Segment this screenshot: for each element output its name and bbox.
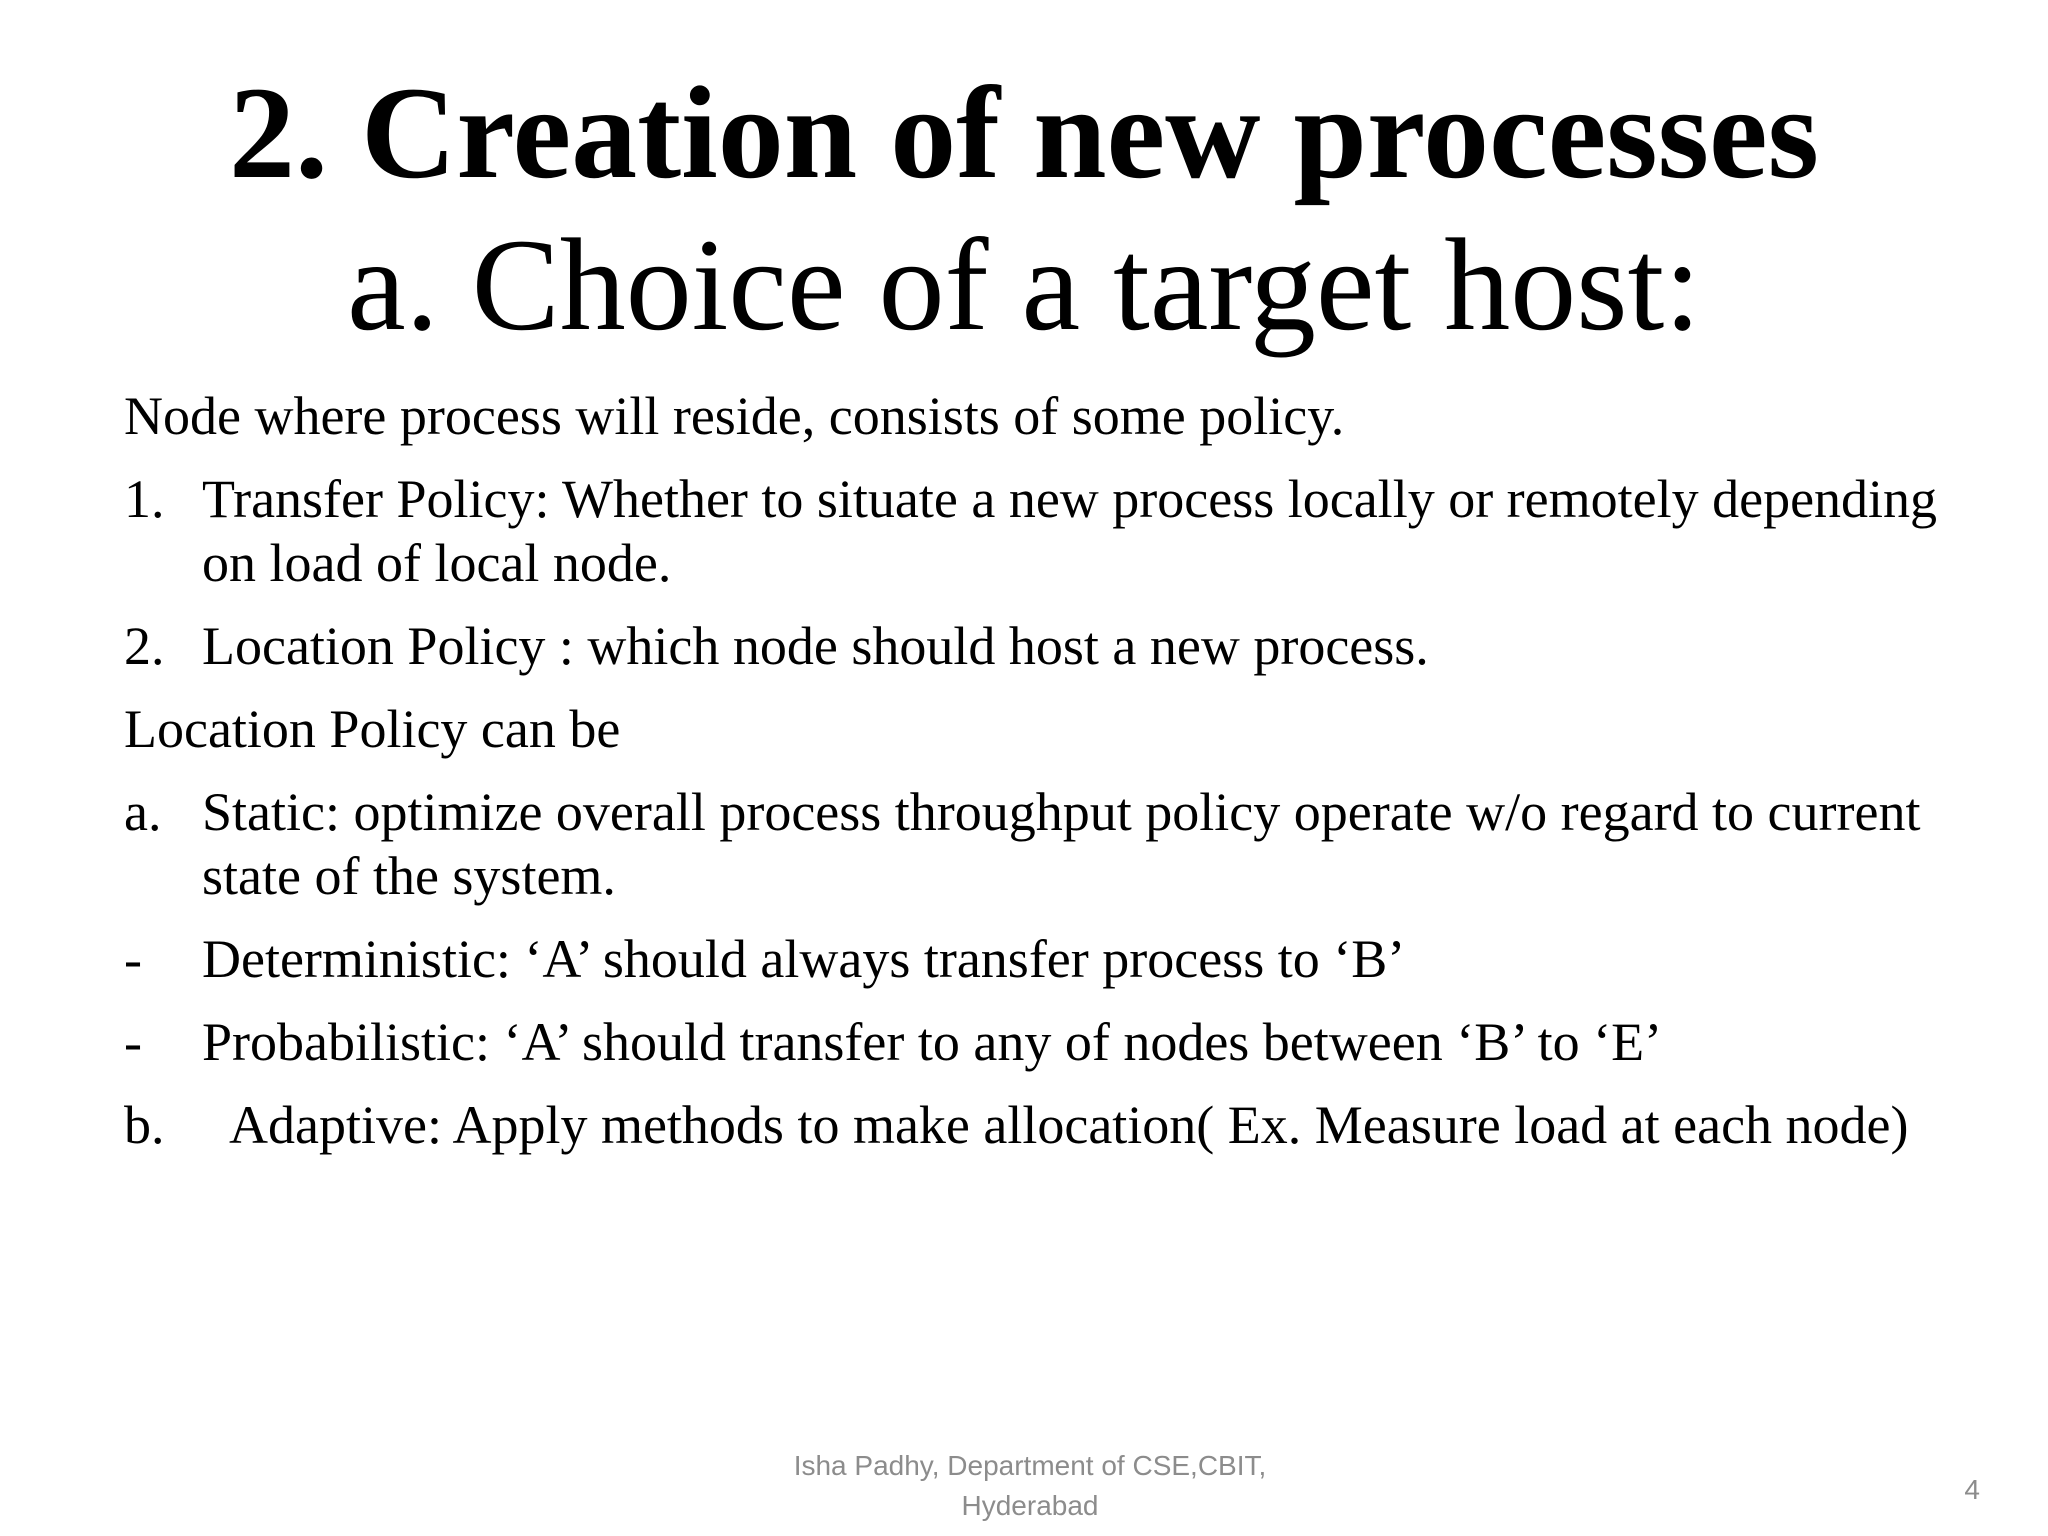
list-item-adaptive <box>124 1093 1984 1157</box>
list-item-location-policy <box>124 614 1984 678</box>
intro-text: Node where process will reside, consists of some policy. <box>124 386 1345 446</box>
list-item-text: Static: optimize overall process throughput policy operate w/o regard to current state of the system. <box>202 782 1934 906</box>
list-item-text: Location Policy : which node should host a new process. <box>202 616 1429 676</box>
location-policy-heading: Location Policy can be <box>124 699 621 759</box>
list-item-static <box>124 780 1984 908</box>
list-item-probabilistic <box>124 1010 1984 1074</box>
list-marker: a. <box>124 782 162 842</box>
slide-body <box>124 384 1984 1176</box>
list-item-text: Deterministic: ‘A’ should always transfer process to ‘B’ <box>202 929 1406 989</box>
slide-title: 2. Creation of new processes <box>229 59 1819 206</box>
list-item-transfer-policy <box>124 467 1984 595</box>
list-item-text: Adaptive: Apply methods to make allocation( Ex. Measure load at each node) <box>202 1095 1909 1155</box>
list-item-text: Probabilistic: ‘A’ should transfer to any of nodes between ‘B’ to ‘E’ <box>202 1012 1663 1072</box>
list-marker: - <box>124 1012 142 1072</box>
footer-author: Isha Padhy, Department of CSE,CBIT, Hyderabad <box>793 1450 1267 1521</box>
list-item-deterministic <box>124 927 1984 991</box>
list-item-text: Transfer Policy: Whether to situate a new process locally or remotely depending on load of local node. <box>202 469 1951 593</box>
list-marker: 1. <box>124 469 165 529</box>
list-marker: - <box>124 929 142 989</box>
page-number: 4 <box>1964 1474 1980 1505</box>
list-marker: 2. <box>124 616 165 676</box>
slide-subtitle: a. Choice of a target host: <box>347 211 1701 358</box>
list-marker: b. <box>124 1095 165 1155</box>
